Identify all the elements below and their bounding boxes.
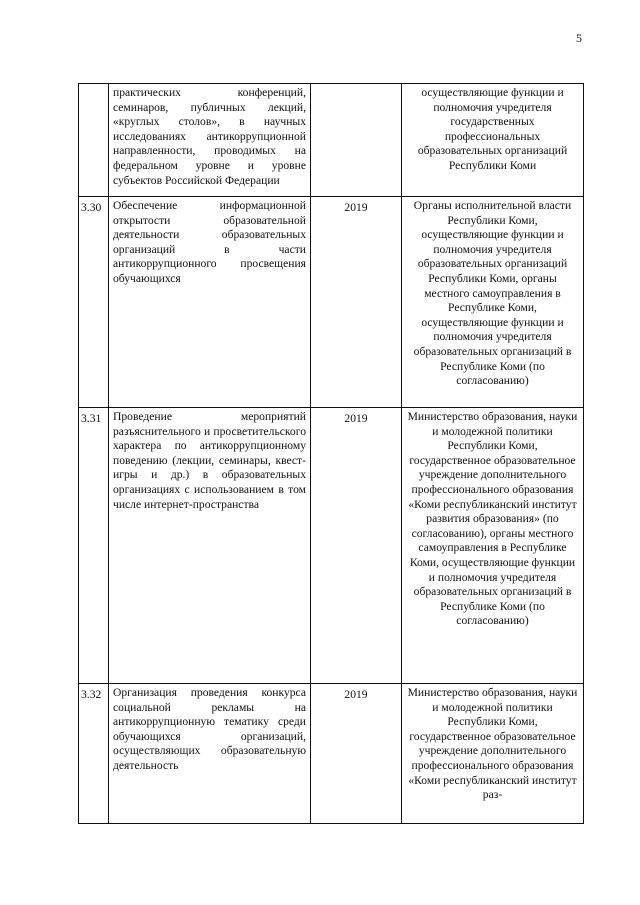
measure-description: практических конференций, семинаров, публичных лекций, «круглых столов», в научных исследованиях антикоррупционной направленности, проводимых на федеральном уровне и уровне субъектов Российской Федерации [109, 84, 311, 197]
responsible-parties: Органы исполнительной власти Республики Коми, осуществляющие функции и полномочия учредителя образовательных организаций Республики Коми, органы местного самоуправления в Республике Коми, осуществляющие функции и полномочия учредителя образовательных организаций в Республике Коми (по согласованию) [402, 197, 584, 408]
item-number [79, 84, 109, 197]
responsible-parties: Министерство образования, науки и молодежной политики Республики Коми, государственное образовательное учреждение дополнительного профессионального образования «Коми республиканский институт раз- [402, 684, 584, 824]
responsible-parties: осуществляющие функции и полномочия учредителя государственных профессиональных образовательных организаций Республики Коми [402, 84, 584, 197]
item-number: 3.31 [79, 408, 109, 684]
measures-table [78, 83, 584, 824]
measure-description: Организация проведения конкурса социальной рекламы на антикоррупционную тематику среди обучающихся организаций, осуществляющих образовательную деятельность [109, 684, 311, 824]
table-row [79, 197, 584, 408]
item-number: 3.30 [79, 197, 109, 408]
measure-description: Обеспечение информационной открытости образовательной деятельности образовательных организаций в части антикоррупционного просвещения обучающихся [109, 197, 311, 408]
table-row [79, 84, 584, 197]
measure-description: Проведение мероприятий разъяснительного и просветительского характера по антикоррупционному поведению (лекции, семинары, квест-игры и др.) в образовательных организациях с использованием в том числе интернет-пространства [109, 408, 311, 684]
item-number: 3.32 [79, 684, 109, 824]
page-number: 5 [576, 31, 582, 45]
table-row [79, 408, 584, 684]
deadline-year: 2019 [311, 408, 402, 684]
deadline-year: 2019 [311, 684, 402, 824]
deadline-year [311, 84, 402, 197]
table-row [79, 684, 584, 824]
responsible-parties: Министерство образования, науки и молодежной политики Республики Коми, государственное образовательное учреждение дополнительного профессионального образования «Коми республиканский институт развития образования» (по согласованию), органы местного самоуправления в Республике Коми, осуществляющие функции и полномочия учредителя образовательных организаций в Республике Коми (по согласованию) [402, 408, 584, 684]
deadline-year: 2019 [311, 197, 402, 408]
